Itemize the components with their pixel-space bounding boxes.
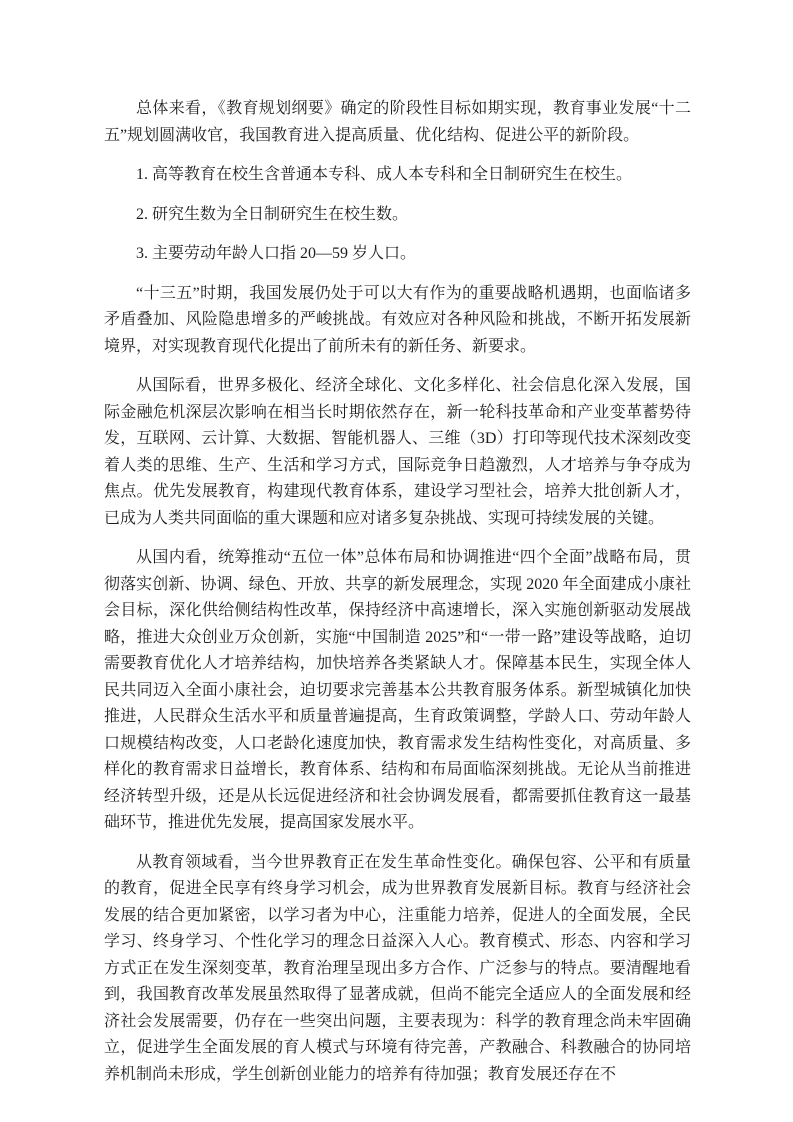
paragraph-education-field-perspective: 从教育领域看，当今世界教育正在发生革命性变化。确保包容、公平和有质量的教育，促进全民享有终身学习机会，成为世界教育发展新目标。教育与经济社会发展的结合更加紧密，以学习者为中心，注重能力培养，促进人的全面发展，全民学习、终身学习、个性化学习的理念日益深入人心。教育模式、形态、内容和学习方式正在发生深刻变革，教育治理呈现出多方合作、广泛参与的特点。要清醒地看到，我国教育改革发展虽然取得了显著成就，但尚不能完全适应人的全面发展和经济社会发展需要，仍存在一些突出问题，主要表现为：科学的教育理念尚未牢固确立，促进学生全面发展的育人模式与环境有待完善，产教融合、科教融合的协同培养机制尚未形成，学生创新创业能力的培养有待加强；教育发展还存在不 <box>104 853 691 1083</box>
paragraph-13th-five-year-period: “十三五”时期，我国发展仍处于可以大有作为的重要战略机遇期，也面临诸多矛盾叠加、风险隐患增多的严峻挑战。有效应对各种风险和挑战，不断开拓发展新境界，对实现教育现代化提出了前所未有的新任务、新要求。 <box>104 284 691 355</box>
paragraph-domestic-perspective: 从国内看，统筹推动“五位一体”总体布局和协调推进“四个全面”战略布局，贯彻落实创新、协调、绿色、开放、共享的新发展理念，实现 2020 年全面建成小康社会目标，深化供给侧结构性改革，保持经济中高速增长，深入实施创新驱动发展战略，推进大众创业万众创新，实施“中国制造 2025”和“一带一路”建设等战略，迫切需要教育优化人才培养结构，加快培养各类紧缺人才。保障基本民生，实现全体人民共同迈入全面小康社会，迫切要求完善基本公共教育服务体系。新型城镇化加快推进，人民群众生活水平和质量普遍提高，生育政策调整，学龄人口、劳动年龄人口规模结构改变，人口老龄化速度加快，教育需求发生结构性变化，对高质量、多样化的教育需求日益增长，教育体系、结构和布局面临深刻挑战。无论从当前推进经济转型升级，还是从长远促进经济和社会协调发展看，都需要抓住教育这一最基础环节，推进优先发展，提高国家发展水平。 <box>104 549 691 831</box>
paragraph-note-1: 1. 高等教育在校生含普通本专科、成人本专科和全日制研究生在校生。 <box>136 166 633 183</box>
paragraph-note-2: 2. 研究生数为全日制研究生在校生数。 <box>136 205 409 223</box>
paragraph-international-perspective: 从国际看，世界多极化、经济全球化、文化多样化、社会信息化深入发展，国际金融危机深层次影响在相当长时期依然存在，新一轮科技革命和产业变革蓄势待发，互联网、云计算、大数据、智能机器人、三维（3D）打印等现代技术深刻改变着人类的思维、生产、生活和学习方式，国际竞争日趋激烈，人才培养与争夺成为焦点。优先发展教育，构建现代教育体系，建设学习型社会，培养大批创新人才，已成为人类共同面临的重大课题和应对诸多复杂挑战、实现可持续发展的关键。 <box>104 377 691 527</box>
document-body <box>104 96 691 1101</box>
paragraph-note-3: 3. 主要劳动年龄人口指 20—59 岁人口。 <box>136 245 417 262</box>
paragraph-summary: 总体来看，《教育规划纲要》确定的阶段性目标如期实现，教育事业发展“十二五”规划圆满收官，我国教育进入提高质量、优化结构、促进公平的新阶段。 <box>104 100 691 144</box>
